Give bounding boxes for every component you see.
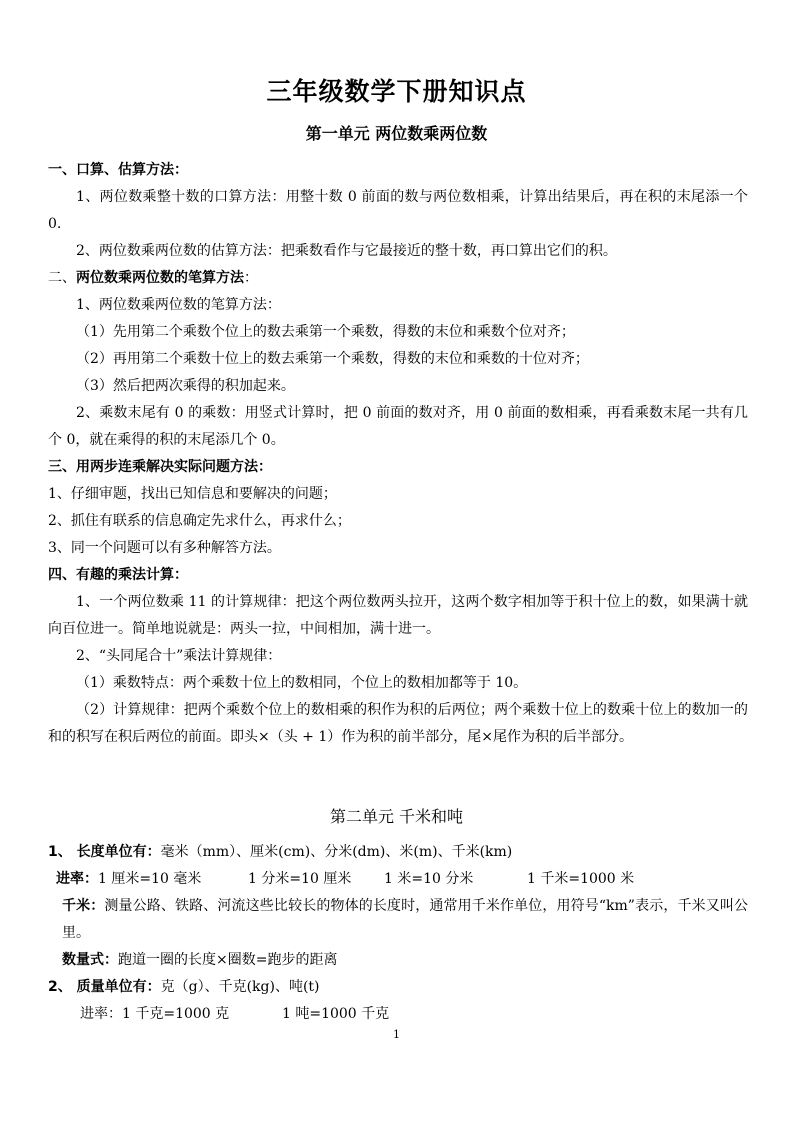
section3-heading: 三、用两步连乘解决实际问题方法： <box>48 459 272 475</box>
section1-paragraph2: 2、两位数乘两位数的估算方法：把乘数看作与它最接近的整十数，再口算出它们的积。 <box>76 243 617 259</box>
quantity-formula: 跑道一圈的长度×圈数=跑步的距离 <box>118 952 338 968</box>
length-rates-line <box>56 866 756 893</box>
section1-heading: 一、口算、估算方法： <box>48 162 188 178</box>
mass-units-list: 克（g）、千克(kg)、吨(t) <box>160 979 320 995</box>
section3-item: 1、仔细审题，找出已知信息和要解决的问题； <box>48 486 337 502</box>
km-label: 千米： <box>62 898 105 914</box>
page-title: 三年级数学下册知识点 <box>266 77 527 106</box>
section4-rule: （2）计算规律：把两个乘数个位上的数相乘的积作为积的后两位；两个乘数十位上的数乘十位上的数加一的和的积写在积后两位的前面。即头×（头 + 1）作为积的前半部分，尾×尾作为积的后半部分。 <box>48 702 748 745</box>
length-rate: 1 米=10 分米 <box>384 871 474 887</box>
unit2-heading: 第二单元 千米和吨 <box>329 807 464 826</box>
quantity-label: 数量式： <box>62 952 118 968</box>
mass-rate: 1 千克=1000 克 <box>122 1006 230 1022</box>
section1-paragraph1: 1、两位数乘整十数的口算方法：用整十数 0 前面的数与两位数相乘，计算出结果后，再在积的末尾添一个 0. <box>48 189 748 232</box>
length-rate: 1 厘米=10 毫米 <box>98 871 202 887</box>
section4-feature: （1）乘数特点：两个乘数十位上的数相同，个位上的数相加都等于 10。 <box>76 675 528 691</box>
unit1-heading: 第一单元 两位数乘两位数 <box>305 124 488 143</box>
section2-heading-text: 两位数乘两位数的笔算方法 <box>76 270 244 286</box>
section2-heading <box>48 265 748 292</box>
length-units-line <box>48 839 748 866</box>
section2-heading-colon: ： <box>244 270 258 286</box>
mass-rate-label: 进率： <box>80 1006 122 1022</box>
section2-step1: （1）先用第二个乘数个位上的数去乘第一个乘数，得数的末位和乘数个位对齐； <box>76 324 575 340</box>
page-number: 1 <box>393 1028 400 1041</box>
section2-paragraph1: 1、两位数乘两位数的笔算方法： <box>76 297 281 313</box>
section4-heading: 四、有趣的乘法计算： <box>48 567 188 583</box>
length-rate-label: 进率： <box>56 871 98 887</box>
mass-rate: 1 吨=1000 千克 <box>282 1006 390 1022</box>
mass-units-label: 2、 质量单位有： <box>48 979 161 995</box>
length-units-list: 毫米（mm）、厘米(cm)、分米(dm)、米(m)、千米(km) <box>160 844 513 860</box>
mass-units-line <box>48 974 748 1001</box>
length-rate: 1 千米=1000 米 <box>527 871 635 887</box>
section4-paragraph1: 1、一个两位数乘 11 的计算规律：把这个两位数两头拉开，这两个数字相加等于积十位上的数，如果满十就向百位进一。简单地说就是：两头一拉，中间相加，满十进一。 <box>48 594 748 637</box>
km-text: 测量公路、铁路、河流这些比较长的物体的长度时，通常用千米作单位，用符号“km”表示，千米又叫公里。 <box>62 898 748 941</box>
section2-heading-number: 二、 <box>48 270 76 286</box>
section4-paragraph2: 2、“头同尾合十”乘法计算规律： <box>76 648 282 664</box>
mass-rates-line <box>80 1001 780 1028</box>
section2-step2: （2）再用第二个乘数十位上的数去乘第一个乘数，得数的末位和乘数的十位对齐； <box>76 351 589 367</box>
length-rate: 1 分米=10 厘米 <box>248 871 352 887</box>
section3-item: 2、抓住有联系的信息确定先求什么，再求什么； <box>48 513 351 529</box>
section2-paragraph2: 2、乘数末尾有 0 的乘数：用竖式计算时，把 0 前面的数对齐，用 0 前面的数相乘，再看乘数末尾一共有几个 0，就在乘得的积的末尾添几个 0。 <box>48 405 748 448</box>
section2-step3: （3）然后把两次乘得的积加起来。 <box>76 378 295 394</box>
km-definition <box>62 893 748 947</box>
length-units-label: 1、 长度单位有： <box>48 844 161 860</box>
quantity-formula-line <box>62 947 762 974</box>
section3-item: 3、同一个问题可以有多种解答方法。 <box>48 540 281 556</box>
